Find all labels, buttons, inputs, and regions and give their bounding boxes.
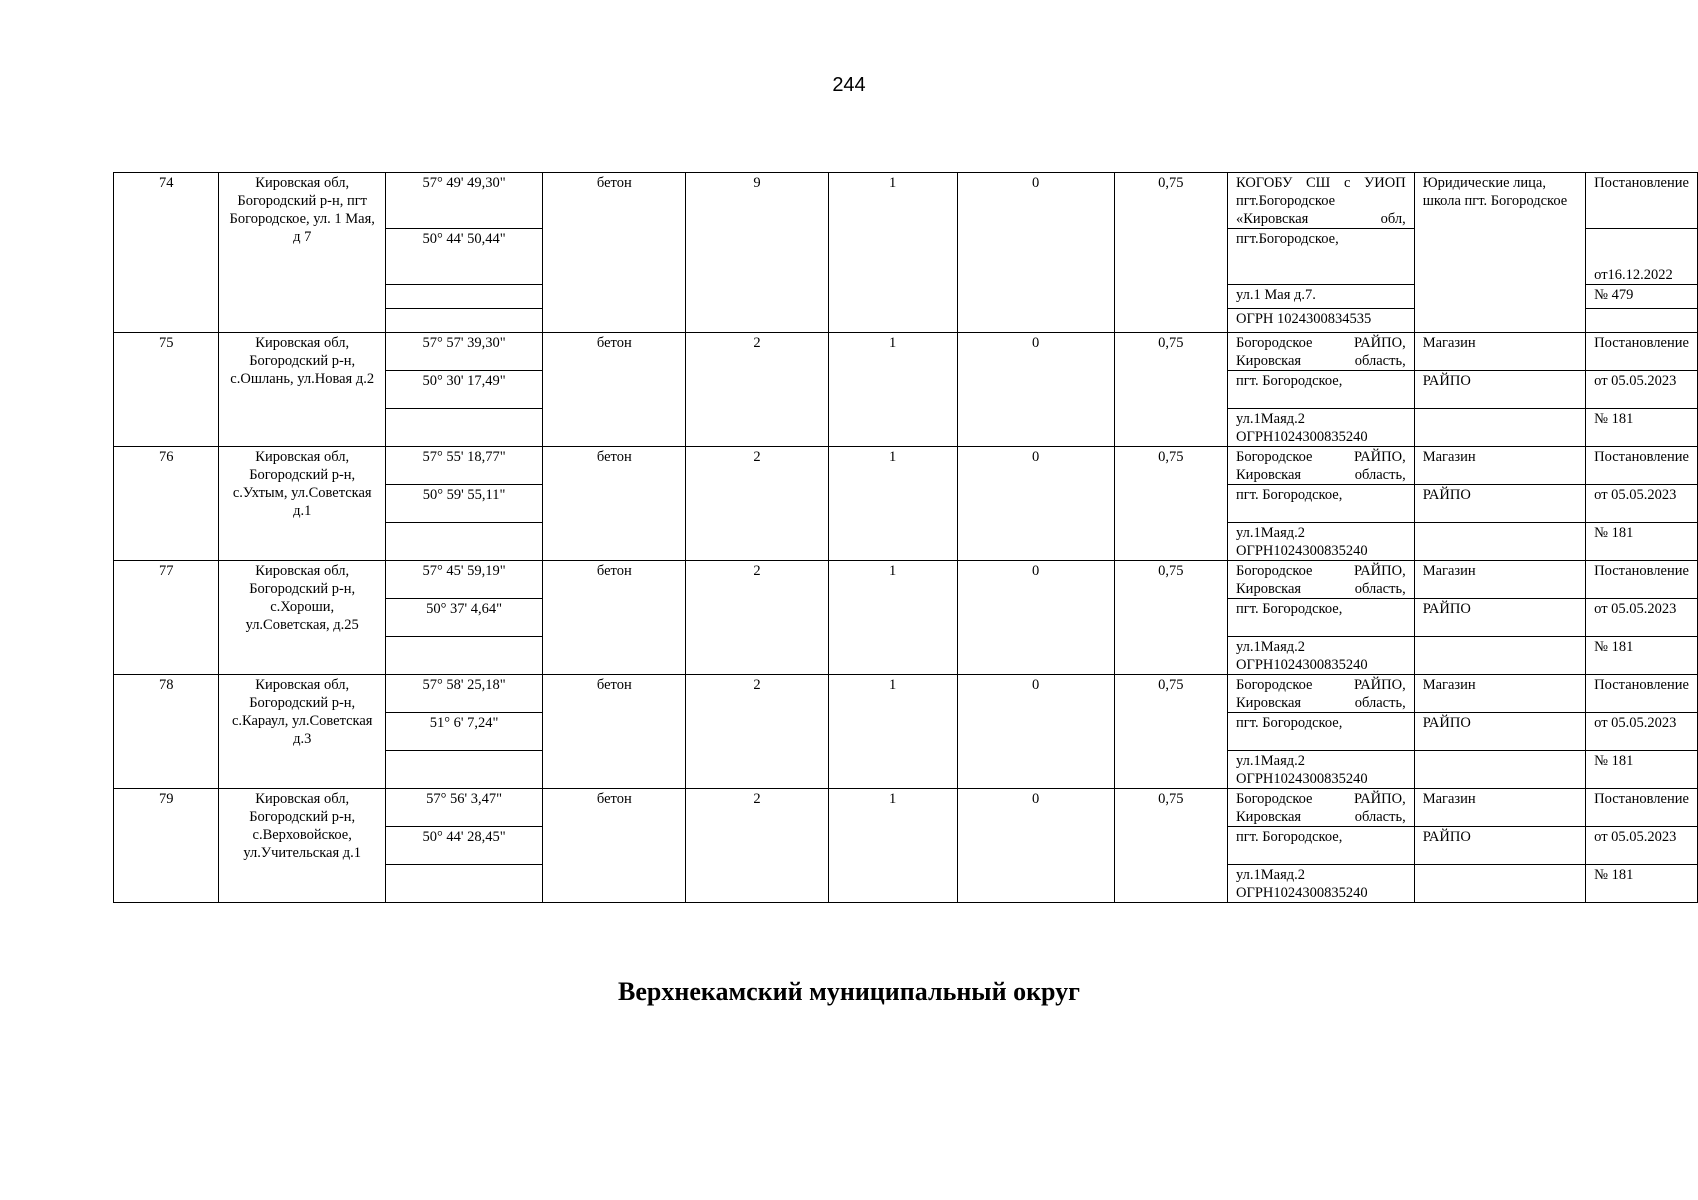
empty-cell bbox=[386, 409, 543, 447]
empty-cell bbox=[386, 637, 543, 675]
owner-street-ogrn: ул.1Маяд.2 ОГРН1024300835240 bbox=[1228, 409, 1415, 447]
site-address: Кировская обл, Богородский р-н, с.Хороши, ул.Советская, д.25 bbox=[219, 561, 386, 675]
owner-name: КОГОБУ СШ с УИОП пгт.Богородское «Кировская обл, bbox=[1228, 173, 1415, 229]
surface-type: бетон bbox=[543, 173, 686, 333]
empty-cell bbox=[386, 285, 543, 309]
table-row bbox=[114, 447, 1698, 485]
planned-container-count: 0 bbox=[957, 333, 1114, 447]
site-area: 2 bbox=[686, 675, 828, 789]
table-row bbox=[114, 333, 1698, 371]
owner-address: пгт. Богородское, bbox=[1228, 371, 1415, 409]
owner-name: Богородское РАЙПО, Кировская область, bbox=[1228, 447, 1415, 485]
surface-type: бетон bbox=[543, 561, 686, 675]
planned-container-count: 0 bbox=[957, 561, 1114, 675]
waste-source-org: РАЙПО bbox=[1414, 371, 1585, 409]
planned-container-count: 0 bbox=[957, 173, 1114, 333]
waste-source-org: РАЙПО bbox=[1414, 827, 1585, 865]
document-number: № 181 bbox=[1586, 751, 1698, 789]
empty-cell bbox=[1414, 523, 1585, 561]
surface-type: бетон bbox=[543, 333, 686, 447]
document-date: от 05.05.2023 bbox=[1586, 599, 1698, 637]
container-volume: 0,75 bbox=[1114, 447, 1227, 561]
document-number: № 181 bbox=[1586, 523, 1698, 561]
longitude: 50° 59' 55,11" bbox=[386, 485, 543, 523]
waste-source: Магазин bbox=[1414, 333, 1585, 371]
row-number: 77 bbox=[114, 561, 219, 675]
document-number: № 181 bbox=[1586, 865, 1698, 903]
row-number: 75 bbox=[114, 333, 219, 447]
table-row bbox=[114, 675, 1698, 713]
owner-address: пгт. Богородское, bbox=[1228, 827, 1415, 865]
section-title: Верхнекамский муниципальный округ bbox=[618, 977, 1080, 1006]
owner-ogrn: ОГРН 1024300834535 bbox=[1228, 309, 1415, 333]
owner-street-ogrn: ул.1Маяд.2 ОГРН1024300835240 bbox=[1228, 865, 1415, 903]
owner-name: Богородское РАЙПО, Кировская область, bbox=[1228, 561, 1415, 599]
site-area: 2 bbox=[686, 447, 828, 561]
document-date: от16.12.2022 bbox=[1586, 229, 1698, 285]
document-type: Постановление bbox=[1586, 789, 1698, 827]
site-address: Кировская обл, Богородский р-н, с.Ошлань, ул.Новая д.2 bbox=[219, 333, 386, 447]
owner-name: Богородское РАЙПО, Кировская область, bbox=[1228, 675, 1415, 713]
surface-type: бетон bbox=[543, 675, 686, 789]
latitude: 57° 55' 18,77" bbox=[386, 447, 543, 485]
document-date: от 05.05.2023 bbox=[1586, 371, 1698, 409]
site-address: Кировская обл, Богородский р-н, с.Ухтым, ул.Советская д.1 bbox=[219, 447, 386, 561]
empty-cell bbox=[1414, 637, 1585, 675]
row-number: 79 bbox=[114, 789, 219, 903]
waste-source: Юридические лица, школа пгт. Богородское bbox=[1414, 173, 1585, 333]
table-row bbox=[114, 173, 1698, 229]
document-type: Постановление bbox=[1586, 447, 1698, 485]
document-number: № 181 bbox=[1586, 637, 1698, 675]
empty-cell bbox=[386, 751, 543, 789]
waste-source-org: РАЙПО bbox=[1414, 599, 1585, 637]
owner-street: ул.1 Мая д.7. bbox=[1228, 285, 1415, 309]
latitude: 57° 58' 25,18" bbox=[386, 675, 543, 713]
document-type: Постановление bbox=[1586, 333, 1698, 371]
container-sites-table bbox=[113, 172, 1698, 903]
empty-cell bbox=[1414, 751, 1585, 789]
container-volume: 0,75 bbox=[1114, 789, 1227, 903]
site-address: Кировская обл, Богородский р-н, с.Верховойское, ул.Учительская д.1 bbox=[219, 789, 386, 903]
page-number: 244 bbox=[832, 74, 866, 96]
container-count: 1 bbox=[828, 447, 957, 561]
row-number: 78 bbox=[114, 675, 219, 789]
document-date: от 05.05.2023 bbox=[1586, 827, 1698, 865]
longitude: 50° 37' 4,64" bbox=[386, 599, 543, 637]
container-volume: 0,75 bbox=[1114, 173, 1227, 333]
planned-container-count: 0 bbox=[957, 447, 1114, 561]
document-number: № 479 bbox=[1586, 285, 1698, 309]
surface-type: бетон bbox=[543, 447, 686, 561]
document-number: № 181 bbox=[1586, 409, 1698, 447]
site-area: 9 bbox=[686, 173, 828, 333]
latitude: 57° 57' 39,30" bbox=[386, 333, 543, 371]
owner-address: пгт. Богородское, bbox=[1228, 599, 1415, 637]
longitude: 50° 30' 17,49" bbox=[386, 371, 543, 409]
owner-address: пгт. Богородское, bbox=[1228, 485, 1415, 523]
latitude: 57° 45' 59,19" bbox=[386, 561, 543, 599]
empty-cell bbox=[1586, 309, 1698, 333]
waste-source-org: РАЙПО bbox=[1414, 485, 1585, 523]
container-volume: 0,75 bbox=[1114, 561, 1227, 675]
waste-source: Магазин bbox=[1414, 447, 1585, 485]
longitude: 50° 44' 50,44" bbox=[386, 229, 543, 285]
site-address: Кировская обл, Богородский р-н, с.Караул, ул.Советская д.3 bbox=[219, 675, 386, 789]
site-area: 2 bbox=[686, 333, 828, 447]
empty-cell bbox=[1414, 409, 1585, 447]
latitude: 57° 49' 49,30" bbox=[386, 173, 543, 229]
owner-address: пгт. Богородское, bbox=[1228, 713, 1415, 751]
document-type: Постановление bbox=[1586, 561, 1698, 599]
container-count: 1 bbox=[828, 561, 957, 675]
row-number: 74 bbox=[114, 173, 219, 333]
owner-street-ogrn: ул.1Маяд.2 ОГРН1024300835240 bbox=[1228, 751, 1415, 789]
container-count: 1 bbox=[828, 675, 957, 789]
document-date: от 05.05.2023 bbox=[1586, 485, 1698, 523]
planned-container-count: 0 bbox=[957, 789, 1114, 903]
container-count: 1 bbox=[828, 333, 957, 447]
empty-cell bbox=[1414, 865, 1585, 903]
document-type: Постановление bbox=[1586, 173, 1698, 229]
owner-street-ogrn: ул.1Маяд.2 ОГРН1024300835240 bbox=[1228, 523, 1415, 561]
row-number: 76 bbox=[114, 447, 219, 561]
table-row bbox=[114, 789, 1698, 827]
container-count: 1 bbox=[828, 173, 957, 333]
longitude: 50° 44' 28,45" bbox=[386, 827, 543, 865]
longitude: 51° 6' 7,24" bbox=[386, 713, 543, 751]
owner-name: Богородское РАЙПО, Кировская область, bbox=[1228, 333, 1415, 371]
document-date: от 05.05.2023 bbox=[1586, 713, 1698, 751]
table-row bbox=[114, 561, 1698, 599]
container-volume: 0,75 bbox=[1114, 675, 1227, 789]
waste-source-org: РАЙПО bbox=[1414, 713, 1585, 751]
site-area: 2 bbox=[686, 561, 828, 675]
site-address: Кировская обл, Богородский р-н, пгт Богородское, ул. 1 Мая, д 7 bbox=[219, 173, 386, 333]
owner-address: пгт.Богородское, bbox=[1228, 229, 1415, 285]
empty-cell bbox=[386, 865, 543, 903]
container-count: 1 bbox=[828, 789, 957, 903]
site-area: 2 bbox=[686, 789, 828, 903]
waste-source: Магазин bbox=[1414, 789, 1585, 827]
surface-type: бетон bbox=[543, 789, 686, 903]
owner-street-ogrn: ул.1Маяд.2 ОГРН1024300835240 bbox=[1228, 637, 1415, 675]
latitude: 57° 56' 3,47" bbox=[386, 789, 543, 827]
waste-source: Магазин bbox=[1414, 675, 1585, 713]
document-type: Постановление bbox=[1586, 675, 1698, 713]
owner-name: Богородское РАЙПО, Кировская область, bbox=[1228, 789, 1415, 827]
planned-container-count: 0 bbox=[957, 675, 1114, 789]
empty-cell bbox=[386, 523, 543, 561]
waste-source: Магазин bbox=[1414, 561, 1585, 599]
container-volume: 0,75 bbox=[1114, 333, 1227, 447]
empty-cell bbox=[386, 309, 543, 333]
